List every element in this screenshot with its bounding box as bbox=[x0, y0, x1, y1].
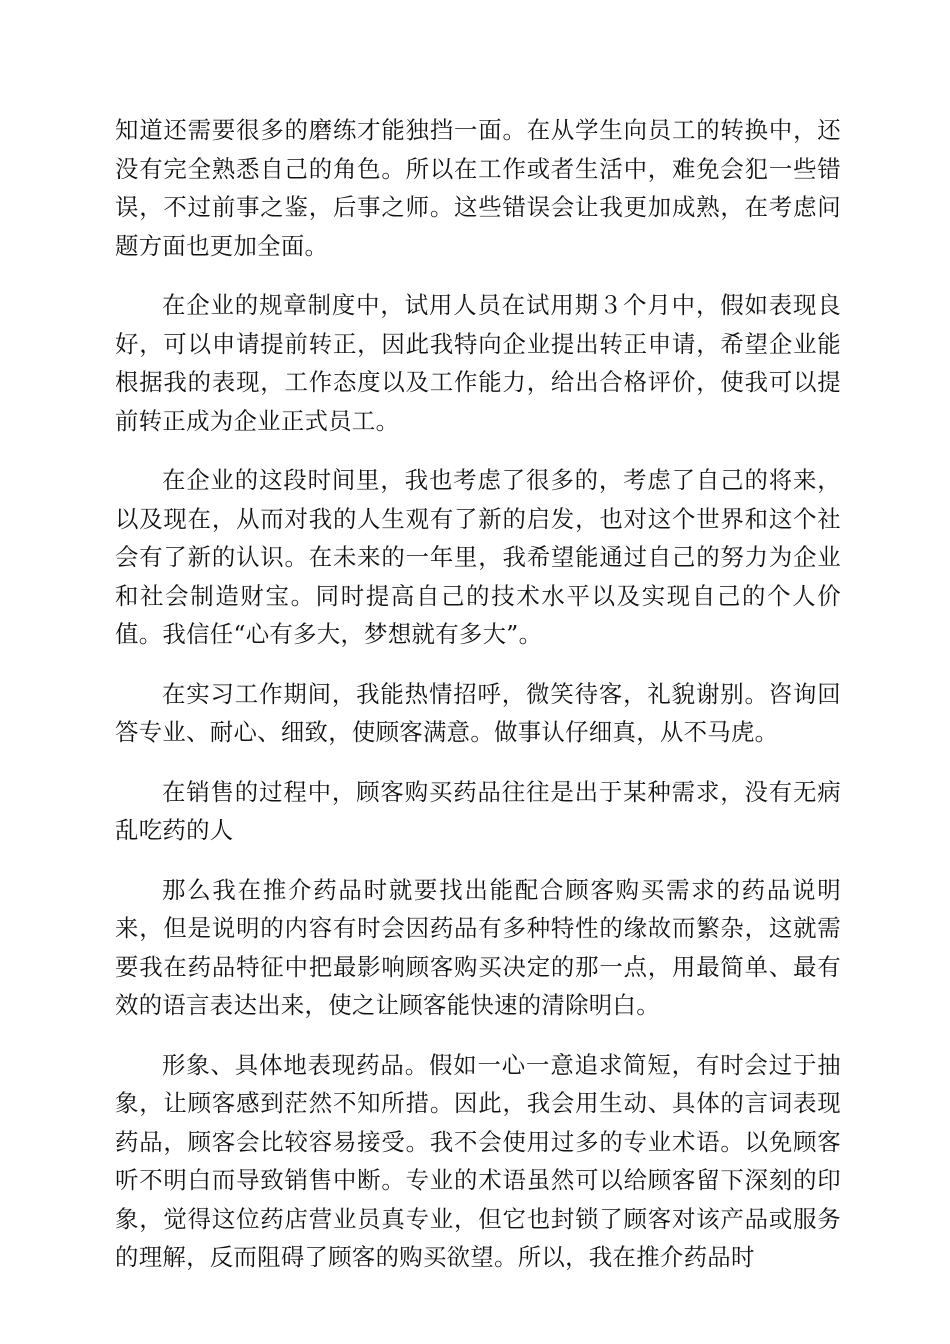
paragraph-gap bbox=[115, 1025, 841, 1046]
paragraph-gap bbox=[115, 850, 841, 871]
paragraph-5: 在销售的过程中，顾客购买药品往往是出于某种需求，没有无病乱吃药的人 bbox=[115, 777, 841, 844]
paragraph-gap bbox=[115, 265, 841, 286]
paragraph-gap bbox=[115, 654, 841, 675]
paragraph-3: 在企业的这段时间里，我也考虑了很多的，考虑了自己的将来，以及现在，从而对我的人生观有了新的启发，也对这个世界和这个社会有了新的认识。在未来的一年里，我希望能通过自己的努力为企业和社会制造财宝。同时提高自己的技术水平以及实现自己的个人价值。我信任“心有多大，梦想就有多大”。 bbox=[115, 466, 841, 648]
paragraph-7: 形象、具体地表现药品。假如一心一意追求简短，有时会过于抽象，让顾客感到茫然不知所措。因此，我会用生动、具体的言词表现药品，顾客会比较容易接受。我不会使用过多的专业术语。以免顾客听不明白而导致销售中断。专业的术语虽然可以给顾客留下深刻的印象，觉得这位药店营业员真专业，但它也封锁了顾客对该产品或服务的理解，反而阻碍了顾客的购买欲望。所以，我在推介药品时 bbox=[115, 1050, 841, 1271]
paragraph-gap bbox=[115, 752, 841, 773]
document-page bbox=[115, 111, 841, 1277]
paragraph-1: 知道还需要很多的磨练才能独挡一面。在从学生向员工的转换中，还没有完全熟悉自己的角色。所以在工作或者生活中，难免会犯一些错误，不过前事之鉴，后事之师。这些错误会让我更加成熟，在考虑问题方面也更加全面。 bbox=[115, 116, 841, 260]
paragraph-6: 那么我在推介药品时就要找出能配合顾客购买需求的药品说明来，但是说明的内容有时会因药品有多种特性的缘故而繁杂，这就需要我在药品特征中把最影响顾客购买决定的那一点，用最简单、最有效的语言表达出来，使之让顾客能快速的清除明白。 bbox=[115, 875, 841, 1019]
paragraph-4: 在实习工作期间，我能热情招呼，微笑待客，礼貌谢别。咨询回答专业、耐心、细致，使顾客满意。做事认仔细真，从不马虎。 bbox=[115, 679, 841, 746]
paragraph-gap bbox=[115, 440, 841, 461]
paragraph-2: 在企业的规章制度中，试用人员在试用期３个月中，假如表现良好，可以申请提前转正，因此我特向企业提出转正申请，希望企业能根据我的表现，工作态度以及工作能力，给出合格评价，使我可以提前转正成为企业正式员工。 bbox=[115, 291, 841, 435]
